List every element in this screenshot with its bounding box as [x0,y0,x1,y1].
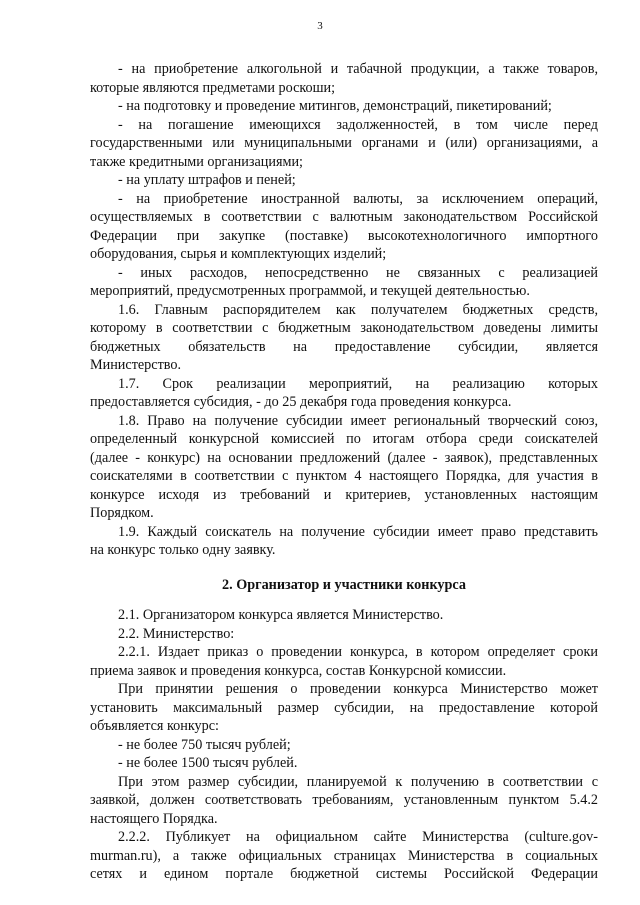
text-line: Порядком. [90,505,154,521]
text-line: - на приобретение алкогольной и табачной продукции, а также товаров, [118,61,598,77]
text-line: 1.9. Каждый соискатель на получение субсидии имеет право представить [118,523,598,540]
text-line: предоставляется субсидия, - до 25 декабря года проведения конкурса. [90,394,512,410]
page-number: 3 [317,20,323,32]
text-line: приема заявок и проведения конкурса, состав Конкурсной комиссии. [90,662,507,679]
text-line: 2.2. Министерство: [118,625,235,642]
text-line: (далее - конкурс) на основании предложений (далее - заявок), представленных [90,449,598,466]
text-line: мероприятий, предусмотренных программой, и текущей деятельностью. [90,283,530,299]
text-line: установить максимальный размер субсидии, на предоставление которой [90,699,598,716]
text-line: бюджетных обязательств на предоставление субсидии, является [90,338,598,355]
text-line: которые являются предметами роскоши; [90,79,336,96]
text-line: murman.ru), а также официальных страницах Министерства в социальных [90,847,598,864]
text-line: - иных расходов, непосредственно не связанных с реализацией [118,264,598,281]
text-line: на конкурс только одну заявку. [90,542,276,558]
text-line: 1.7. Срок реализации мероприятий, на реализацию которых [118,375,598,392]
text-line: конкурсе исходя из требований и критериев, установленных настоящим [90,486,598,503]
text-line: 1.6. Главным распорядителем как получателем бюджетных средств, [118,301,598,318]
text-line: которому в соответствии с бюджетным законодательством доведены лимиты [90,320,598,336]
text-line: 1.8. Право на получение субсидии имеет региональный творческий союз, [118,412,598,429]
text-line: также кредитными организациями; [90,153,303,170]
text-line: - на подготовку и проведение митингов, демонстраций, пикетирований; [118,98,552,114]
text-line: объявляется конкурс: [90,718,219,734]
text-line: - на уплату штрафов и пеней; [118,172,296,188]
text-line: соискателями в соответствии с пунктом 4 настоящего Порядка, для участия в [90,468,598,484]
text-line: 2.2.2. Публикует на официальном сайте Министерства (culture.gov- [118,829,598,845]
document-body [90,60,598,884]
text-line: настоящего Порядка. [90,810,218,827]
text-line: При принятии решения о проведении конкурса Министерство может [118,681,598,697]
section-heading: 2. Организатор и участники конкурса [222,576,466,593]
text-line: - на приобретение иностранной валюты, за исключением операций, [118,190,598,207]
text-line: При этом размер субсидии, планируемой к получению в соответствии с [118,773,598,790]
text-line: Федерации при закупке (поставке) высокотехнологичного импортного [90,227,598,244]
text-line: - на погашение имеющихся задолженностей, в том числе перед [118,116,598,133]
text-line: 2.2.1. Издает приказ о проведении конкурса, в котором определяет сроки [118,644,598,660]
text-line: определенный конкурсной комиссией по итогам отбора среди соискателей [90,431,598,447]
text-line: заявкой, должен соответствовать требованиям, установленным пунктом 5.4.2 [90,792,598,808]
text-line: оборудования, сырья и комплектующих изделий; [90,246,387,262]
text-line: сетях и едином портале бюджетной системы Российской Федерации [90,866,598,882]
text-line: государственными или муниципальными органами и (или) организациями, а [90,135,598,151]
text-line: Министерство. [90,357,182,373]
text-line: - не более 1500 тысяч рублей. [118,755,298,771]
text-line: осуществляемых в соответствии с валютным законодательством Российской [90,209,598,225]
text-line: 2.1. Организатором конкурса является Министерство. [118,607,444,623]
text-line: - не более 750 тысяч рублей; [118,736,291,753]
